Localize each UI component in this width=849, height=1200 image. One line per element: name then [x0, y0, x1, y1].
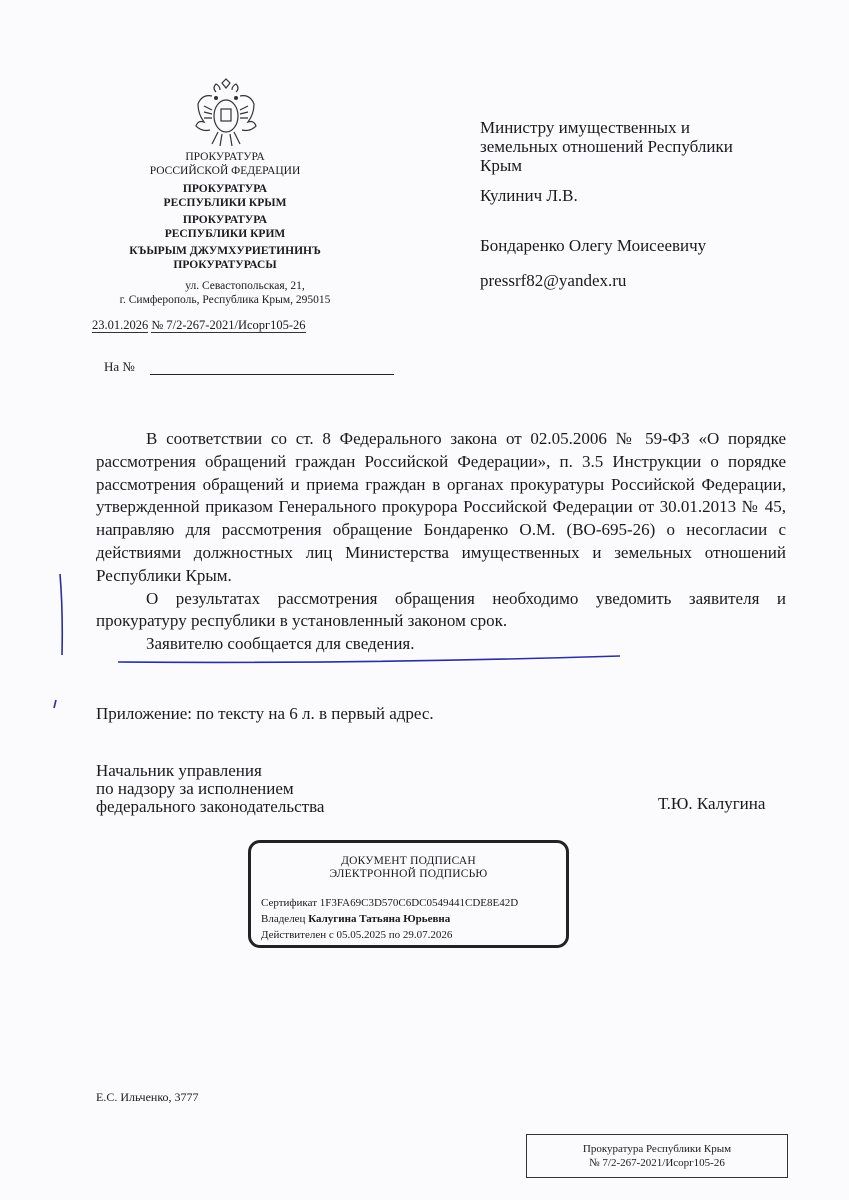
org-name-crimea-ua: ПРОКУРАТУРА РЕСПУБЛИКИ КРИМ [164, 214, 286, 240]
addressee-email: pressrf82@yandex.ru [480, 271, 627, 290]
letter-body [96, 428, 786, 656]
outgoing-date: 23.01.2026 [92, 318, 149, 332]
stamp-certificate: Сертификат 1F3FA69C3D570C6DC0549441CDE8E42D [261, 897, 519, 909]
body-paragraph-1: В соответствии со ст. 8 Федерального закона от 02.05.2006 № 59-ФЗ «О порядке рассмотрения обращений граждан Российской Федерации», п. 3.5 Инструкции о порядке рассмотрения обращений и приема граждан в органах прокуратуры Российской Федерации, утвержденной приказом Генерального прокурора Российской Федерации от 30.01.2013 № 45, направляю для рассмотрения обращение Бондаренко О.М. (ВО-695-26) о несогласии с действиями должностных лиц Министерства имущественных и земельных отношений Республики Крым. [96, 429, 786, 585]
stamp-validity: Действителен с 05.05.2025 по 29.07.2026 [261, 929, 453, 941]
signer-name: Т.Ю. Калугина [658, 794, 766, 813]
org-name-crimea: ПРОКУРАТУРА РЕСПУБЛИКИ КРЫМ [163, 183, 287, 209]
signer-position: Начальник управления по надзору за исполнением федерального законодательства [96, 761, 325, 816]
addressee-name-2: Бондаренко Олегу Моисеевичу [480, 236, 707, 255]
org-name-crimea-tatar: КЪЫРЫМ ДЖУМХУРИЕТИНИНЪ ПРОКУРАТУРАСЫ [129, 245, 321, 271]
body-paragraph-3: Заявителю сообщается для сведения. [146, 634, 415, 654]
outgoing-number: № 7/2-267-2021/Исорг105-26 [151, 318, 306, 332]
executor-contact: Е.С. Ильченко, 3777 [96, 1090, 199, 1104]
pen-margin-line [60, 574, 62, 655]
org-address: ул. Севастопольская, 21, г. Симферополь, Республика Крым, 295015 [119, 280, 331, 306]
reference-blank-line [150, 374, 394, 375]
pen-tick [54, 700, 56, 708]
stamp-owner: Владелец Калугина Татьяна Юрьевна [261, 913, 451, 925]
coat-of-arms-emblem [192, 78, 260, 154]
registration-footer: Прокуратура Республики Крым № 7/2-267-2021/Исорг105-26 [526, 1134, 788, 1178]
pen-underline [118, 656, 620, 662]
reference-label: На № [104, 359, 135, 374]
stamp-title: ДОКУМЕНТ ПОДПИСАН ЭЛЕКТРОННОЙ ПОДПИСЬЮ [329, 855, 488, 880]
outgoing-date-number [92, 318, 306, 333]
addressee-ministry: Министру имущественных и земельных отношений Республики Крым [480, 118, 733, 175]
org-name-rf: ПРОКУРАТУРА РОССИЙСКОЙ ФЕДЕРАЦИИ [149, 151, 301, 177]
attachment-note: Приложение: по тексту на 6 л. в первый адрес. [96, 704, 434, 723]
body-paragraph-2: О результатах рассмотрения обращения необходимо уведомить заявителя и прокуратуру республики в установленный законом срок. [96, 588, 786, 631]
addressee-name-1: Кулинич Л.В. [480, 186, 578, 205]
electronic-signature-stamp [248, 840, 569, 948]
